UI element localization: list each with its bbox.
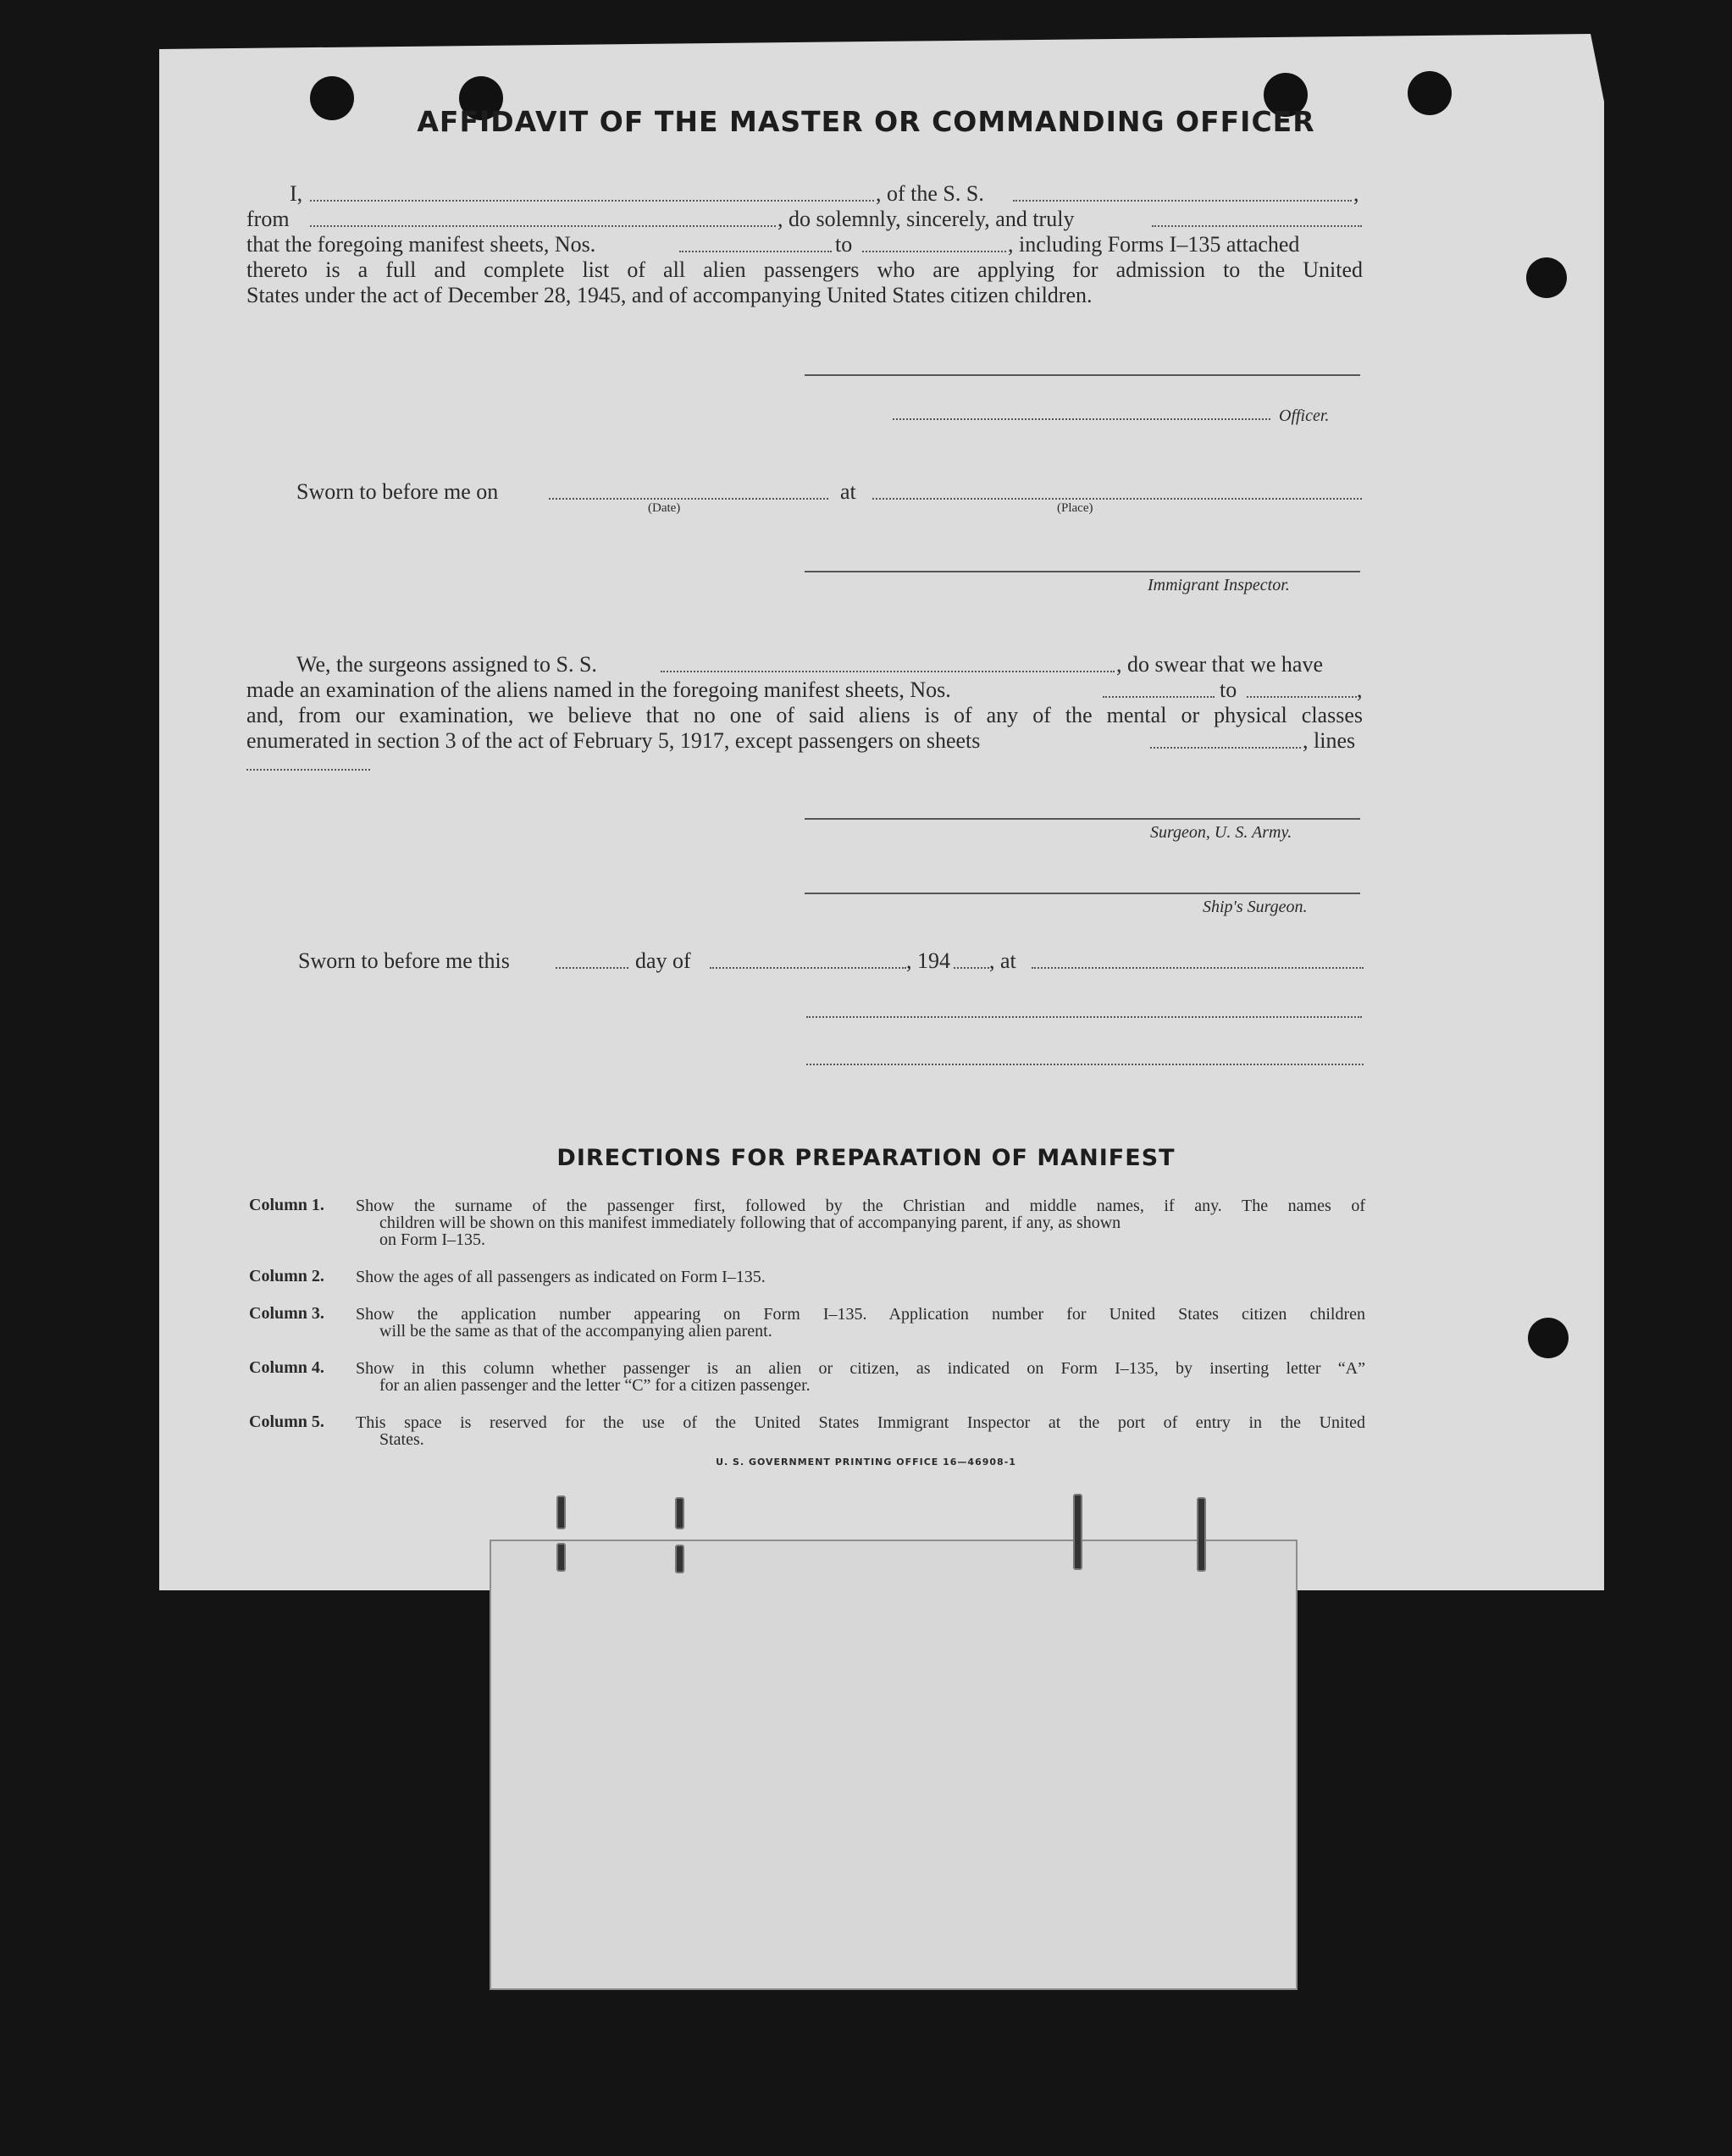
staple-6 bbox=[1197, 1497, 1206, 1572]
army-surgeon-caption: Surgeon, U. S. Army. bbox=[1150, 823, 1292, 842]
officer-caption: Officer. bbox=[1279, 406, 1330, 425]
affidavit-from-blank bbox=[310, 225, 776, 227]
affidavit-row5: States under the act of December 28, 1945, and of accompanying United States citizen children. bbox=[246, 283, 1093, 307]
affidavit-sheet-to-blank bbox=[862, 251, 1006, 252]
surgeons-ship-blank bbox=[661, 671, 1115, 672]
staple-2 bbox=[556, 1543, 566, 1572]
column-4-label: Column 4. bbox=[249, 1358, 324, 1377]
affidavit-sheet-from-blank bbox=[679, 251, 832, 252]
surgeons-lines-blank bbox=[246, 769, 370, 771]
surgeons-row2-to: to bbox=[1220, 677, 1237, 702]
column-1-text: Show the surname of the passenger first, followed by the Christian and middle names, if any. The names of children will be shown on this manifest immediately following that of accompanying parent, if any, as shown on Form I–135. bbox=[356, 1197, 1365, 1249]
army-surgeon-signature-line bbox=[805, 818, 1360, 820]
staple-1 bbox=[556, 1495, 566, 1529]
affidavit-title: AFFIDAVIT OF THE MASTER OR COMMANDING OFFICER bbox=[417, 105, 1315, 138]
surgeons-row1-swear: , do swear that we have bbox=[1116, 652, 1324, 677]
inspector-caption: Immigrant Inspector. bbox=[1148, 576, 1290, 594]
directions-title: DIRECTIONS FOR PREPARATION OF MANIFEST bbox=[556, 1145, 1176, 1171]
affidavit-row2-text: , do solemnly, sincerely, and truly bbox=[777, 207, 1075, 231]
affidavit-name-blank bbox=[310, 200, 874, 202]
sworn2-day-of: day of bbox=[635, 948, 691, 973]
officer-title-line bbox=[893, 418, 1270, 420]
sworn2-signature-line-2 bbox=[806, 1064, 1364, 1065]
sworn1-at: at bbox=[840, 479, 856, 504]
punch-hole-6 bbox=[1528, 1318, 1569, 1358]
column-5-label: Column 5. bbox=[249, 1412, 324, 1431]
affidavit-row3-forms: , including Forms I–135 attached bbox=[1008, 232, 1300, 257]
affidavit-row1-i: I, bbox=[290, 181, 303, 206]
inspector-signature-line bbox=[805, 571, 1360, 572]
sworn2-month-blank bbox=[710, 967, 906, 969]
surgeons-row3: and, from our examination, we believe that no one of said aliens is of any of the mental or physical classes bbox=[246, 703, 1363, 727]
column-1-label: Column 1. bbox=[249, 1196, 324, 1214]
sworn1-text: Sworn to before me on bbox=[296, 479, 499, 504]
ship-surgeon-caption: Ship's Surgeon. bbox=[1203, 898, 1308, 916]
sworn2-year: , 194 bbox=[906, 948, 950, 973]
column-3-text: Show the application number appearing on Form I–135. Application number for United States citizen children will be the same as that of the accompanying alien parent. bbox=[356, 1305, 1365, 1341]
surgeons-row4-lines: , lines bbox=[1303, 728, 1356, 753]
printing-office-footer: U. S. GOVERNMENT PRINTING OFFICE 16—46908-1 bbox=[716, 1457, 1016, 1468]
sworn2-year-blank bbox=[954, 967, 989, 969]
surgeons-sheet-from-blank bbox=[1103, 696, 1215, 698]
affidavit-row3-to: to bbox=[835, 232, 853, 257]
attached-lower-sheet bbox=[490, 1540, 1298, 1990]
column-4-text: Show in this column whether passenger is an alien or citizen, as indicated on Form I–135, by inserting letter “A” for an alien passenger and the letter “C” for a citizen passenger. bbox=[356, 1359, 1365, 1395]
affidavit-row2-from: from bbox=[246, 207, 290, 231]
sworn2-signature-line-1 bbox=[806, 1016, 1362, 1018]
column-2-text: Show the ages of all passengers as indicated on Form I–135. bbox=[356, 1268, 766, 1286]
affidavit-row4: thereto is a full and complete list of all alien passengers who are applying for admission to the United bbox=[246, 257, 1363, 282]
affidavit-truly-blank bbox=[1152, 225, 1362, 227]
affidavit-ship-blank bbox=[1013, 200, 1352, 202]
surgeons-row2-text: made an examination of the aliens named in the foregoing manifest sheets, Nos. bbox=[246, 677, 951, 702]
sworn2-text: Sworn to before me this bbox=[298, 948, 510, 973]
sworn2-day-blank bbox=[556, 967, 628, 969]
staple-5 bbox=[1073, 1494, 1082, 1570]
affidavit-row3-text: that the foregoing manifest sheets, Nos. bbox=[246, 232, 596, 257]
affidavit-row1-ship: , of the S. S. bbox=[876, 181, 984, 206]
sworn1-place-blank bbox=[872, 498, 1362, 500]
punch-hole-5 bbox=[1526, 257, 1567, 298]
surgeons-sheets-blank bbox=[1150, 747, 1301, 749]
affidavit-row1-end: , bbox=[1353, 181, 1359, 206]
sworn1-place-caption: (Place) bbox=[1057, 501, 1093, 515]
sworn2-at: , at bbox=[989, 948, 1016, 973]
surgeons-row1-text: We, the surgeons assigned to S. S. bbox=[296, 652, 597, 677]
sworn1-date-blank bbox=[549, 498, 828, 500]
column-5-text: This space is reserved for the use of the United States Immigrant Inspector at the port of entry in the United States. bbox=[356, 1413, 1365, 1449]
staple-4 bbox=[675, 1545, 684, 1573]
surgeons-row2-end: , bbox=[1357, 677, 1363, 702]
sworn2-place-blank bbox=[1032, 967, 1364, 969]
surgeons-row4-text: enumerated in section 3 of the act of February 5, 1917, except passengers on sheets bbox=[246, 728, 981, 753]
sworn1-date-caption: (Date) bbox=[648, 501, 681, 515]
master-signature-line bbox=[805, 374, 1360, 376]
surgeons-sheet-to-blank bbox=[1247, 696, 1357, 698]
column-2-label: Column 2. bbox=[249, 1267, 324, 1285]
column-3-label: Column 3. bbox=[249, 1304, 324, 1323]
ship-surgeon-signature-line bbox=[805, 893, 1360, 894]
staple-3 bbox=[675, 1497, 684, 1529]
